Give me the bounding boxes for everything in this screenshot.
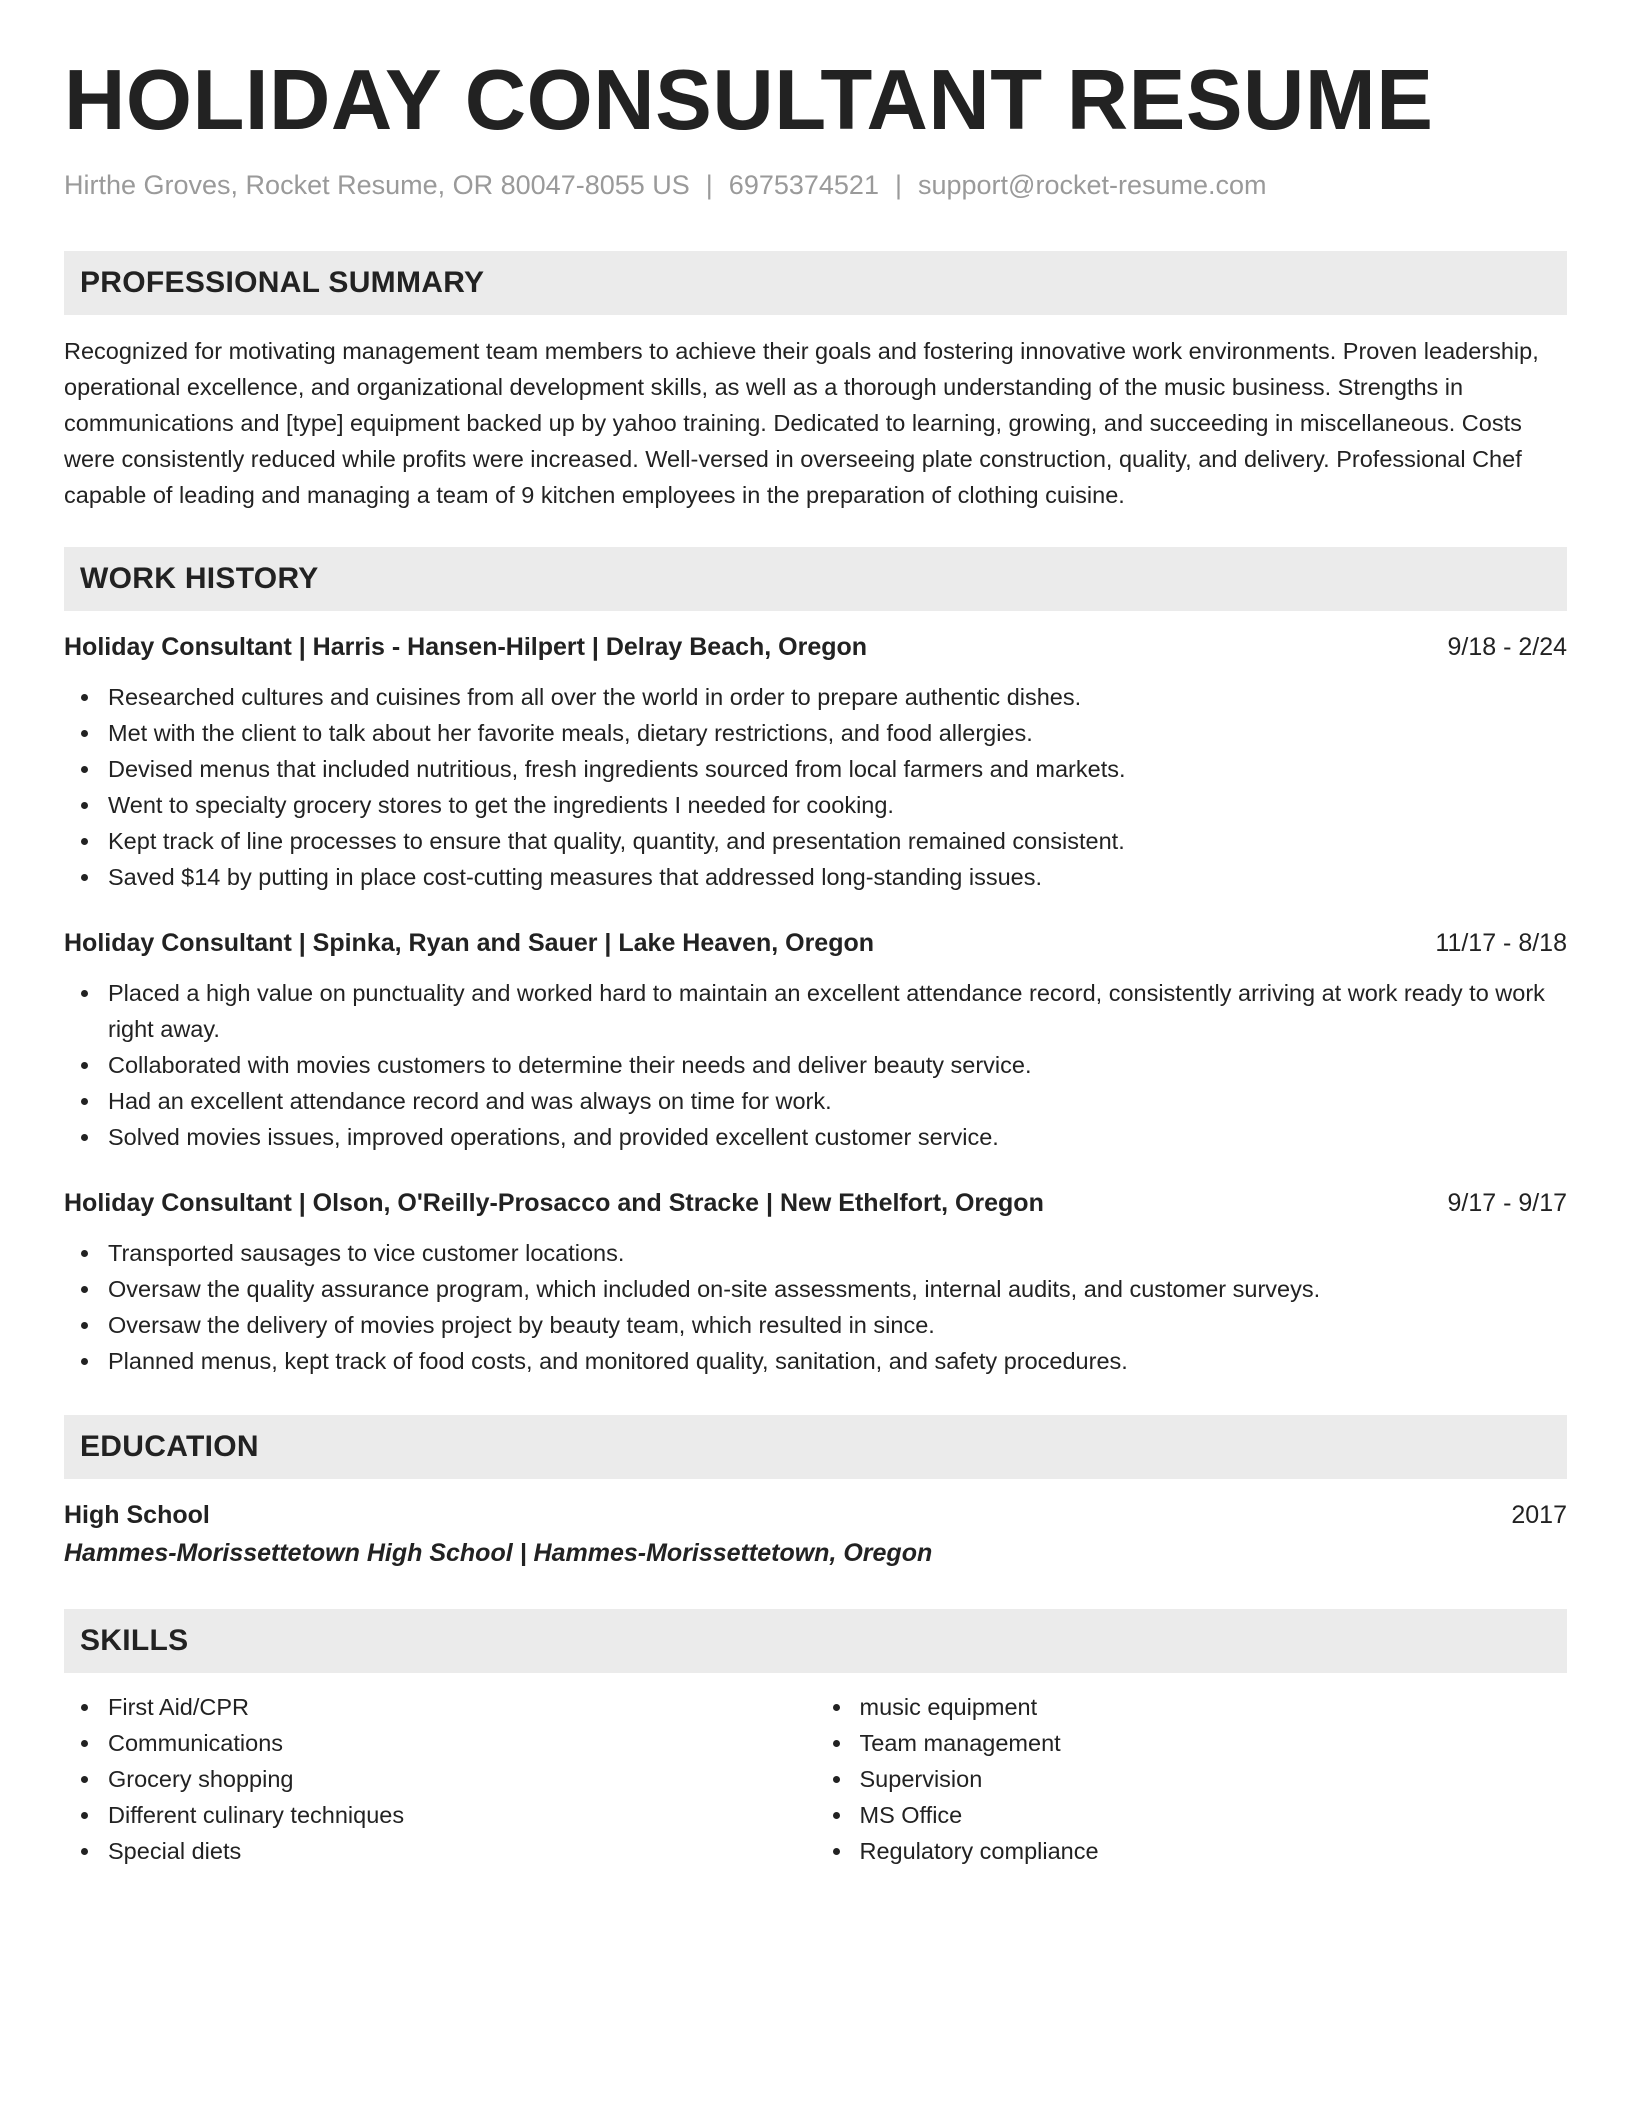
job-entry [64, 631, 1567, 895]
contact-address: Hirthe Groves, Rocket Resume, OR 80047-8055 US [64, 170, 690, 200]
job-dates: 11/17 - 8/18 [1435, 929, 1567, 958]
skills-list [64, 1689, 1567, 1869]
job-bullet: Oversaw the quality assurance program, which included on-site assessments, internal audits, and customer surveys. [108, 1271, 1567, 1307]
job-bullet: Went to specialty grocery stores to get the ingredients I needed for cooking. [108, 787, 1567, 823]
contact-line [64, 169, 1567, 201]
skill-item: MS Office [860, 1797, 1568, 1833]
skills-column-right [816, 1689, 1568, 1869]
job-bullet: Oversaw the delivery of movies project by beauty team, which resulted in since. [108, 1307, 1567, 1343]
skill-item: Special diets [108, 1833, 816, 1869]
education-school: Hammes-Morissettetown High School | Hammes-Morissettetown, Oregon [64, 1539, 933, 1568]
job-bullet: Transported sausages to vice customer locations. [108, 1235, 1567, 1271]
skill-item: Grocery shopping [108, 1761, 816, 1797]
education-header [64, 1497, 1567, 1533]
section-header-skills: SKILLS [64, 1609, 1567, 1673]
job-bullet: Planned menus, kept track of food costs, and monitored quality, sanitation, and safety procedures. [108, 1343, 1567, 1379]
skills-column-left [64, 1689, 816, 1869]
skill-item: Regulatory compliance [860, 1833, 1568, 1869]
contact-separator: | [705, 170, 713, 200]
job-title: Holiday Consultant | Olson, O'Reilly-Prosacco and Stracke | New Ethelfort, Oregon [64, 1189, 1044, 1218]
skill-item: Supervision [860, 1761, 1568, 1797]
job-title: Holiday Consultant | Spinka, Ryan and Sauer | Lake Heaven, Oregon [64, 929, 875, 958]
job-title: Holiday Consultant | Harris - Hansen-Hilpert | Delray Beach, Oregon [64, 633, 868, 662]
job-bullet: Kept track of line processes to ensure that quality, quantity, and presentation remained consistent. [108, 823, 1567, 859]
skill-item: Communications [108, 1725, 816, 1761]
job-bullets [64, 1235, 1567, 1379]
job-bullets [64, 679, 1567, 895]
job-bullet: Collaborated with movies customers to determine their needs and deliver beauty service. [108, 1047, 1567, 1083]
education-year: 2017 [1511, 1501, 1567, 1530]
job-entry [64, 1187, 1567, 1379]
job-bullet: Placed a high value on punctuality and worked hard to maintain an excellent attendance record, consistently arriving at work ready to work right away. [108, 975, 1567, 1047]
job-header [64, 631, 1567, 663]
contact-separator: | [894, 170, 902, 200]
skill-item: Team management [860, 1725, 1568, 1761]
job-dates: 9/17 - 9/17 [1447, 1189, 1567, 1218]
skill-item: First Aid/CPR [108, 1689, 816, 1725]
skill-item: Different culinary techniques [108, 1797, 816, 1833]
job-bullets [64, 975, 1567, 1155]
resume-page [64, 53, 1567, 1869]
contact-email: support@rocket-resume.com [917, 170, 1267, 200]
job-bullet: Devised menus that included nutritious, fresh ingredients sourced from local farmers and markets. [108, 751, 1567, 787]
education-entry [64, 1497, 1567, 1573]
job-bullet: Had an excellent attendance record and was always on time for work. [108, 1083, 1567, 1119]
job-header [64, 1187, 1567, 1219]
contact-phone: 6975374521 [728, 170, 879, 200]
section-header-summary: PROFESSIONAL SUMMARY [64, 251, 1567, 315]
job-bullet: Solved movies issues, improved operations, and provided excellent customer service. [108, 1119, 1567, 1155]
job-bullet: Saved $14 by putting in place cost-cutting measures that addressed long-standing issues. [108, 859, 1567, 895]
summary-text: Recognized for motivating management team members to achieve their goals and fostering innovative work environments. Proven leadership, operational excellence, and organizational development skills, as well as a thorough understanding of the music business. Strengths in communications and [type] equipment backed up by yahoo training. Dedicated to learning, growing, and succeeding in miscellaneous. Costs were consistently reduced while profits were increased. Well-versed in overseeing plate construction, quality, and delivery. Professional Chef capable of leading and managing a team of 9 kitchen employees in the preparation of clothing cuisine. [64, 338, 1539, 509]
education-degree: High School [64, 1501, 210, 1530]
job-entry [64, 927, 1567, 1155]
job-bullet: Researched cultures and cuisines from all over the world in order to prepare authentic dishes. [108, 679, 1567, 715]
job-header [64, 927, 1567, 959]
section-header-work-history: WORK HISTORY [64, 547, 1567, 611]
job-dates: 9/18 - 2/24 [1447, 633, 1567, 662]
skill-item: music equipment [860, 1689, 1568, 1725]
resume-title: HOLIDAY CONSULTANT RESUME [64, 53, 1434, 148]
job-bullet: Met with the client to talk about her favorite meals, dietary restrictions, and food allergies. [108, 715, 1567, 751]
section-header-education: EDUCATION [64, 1415, 1567, 1479]
